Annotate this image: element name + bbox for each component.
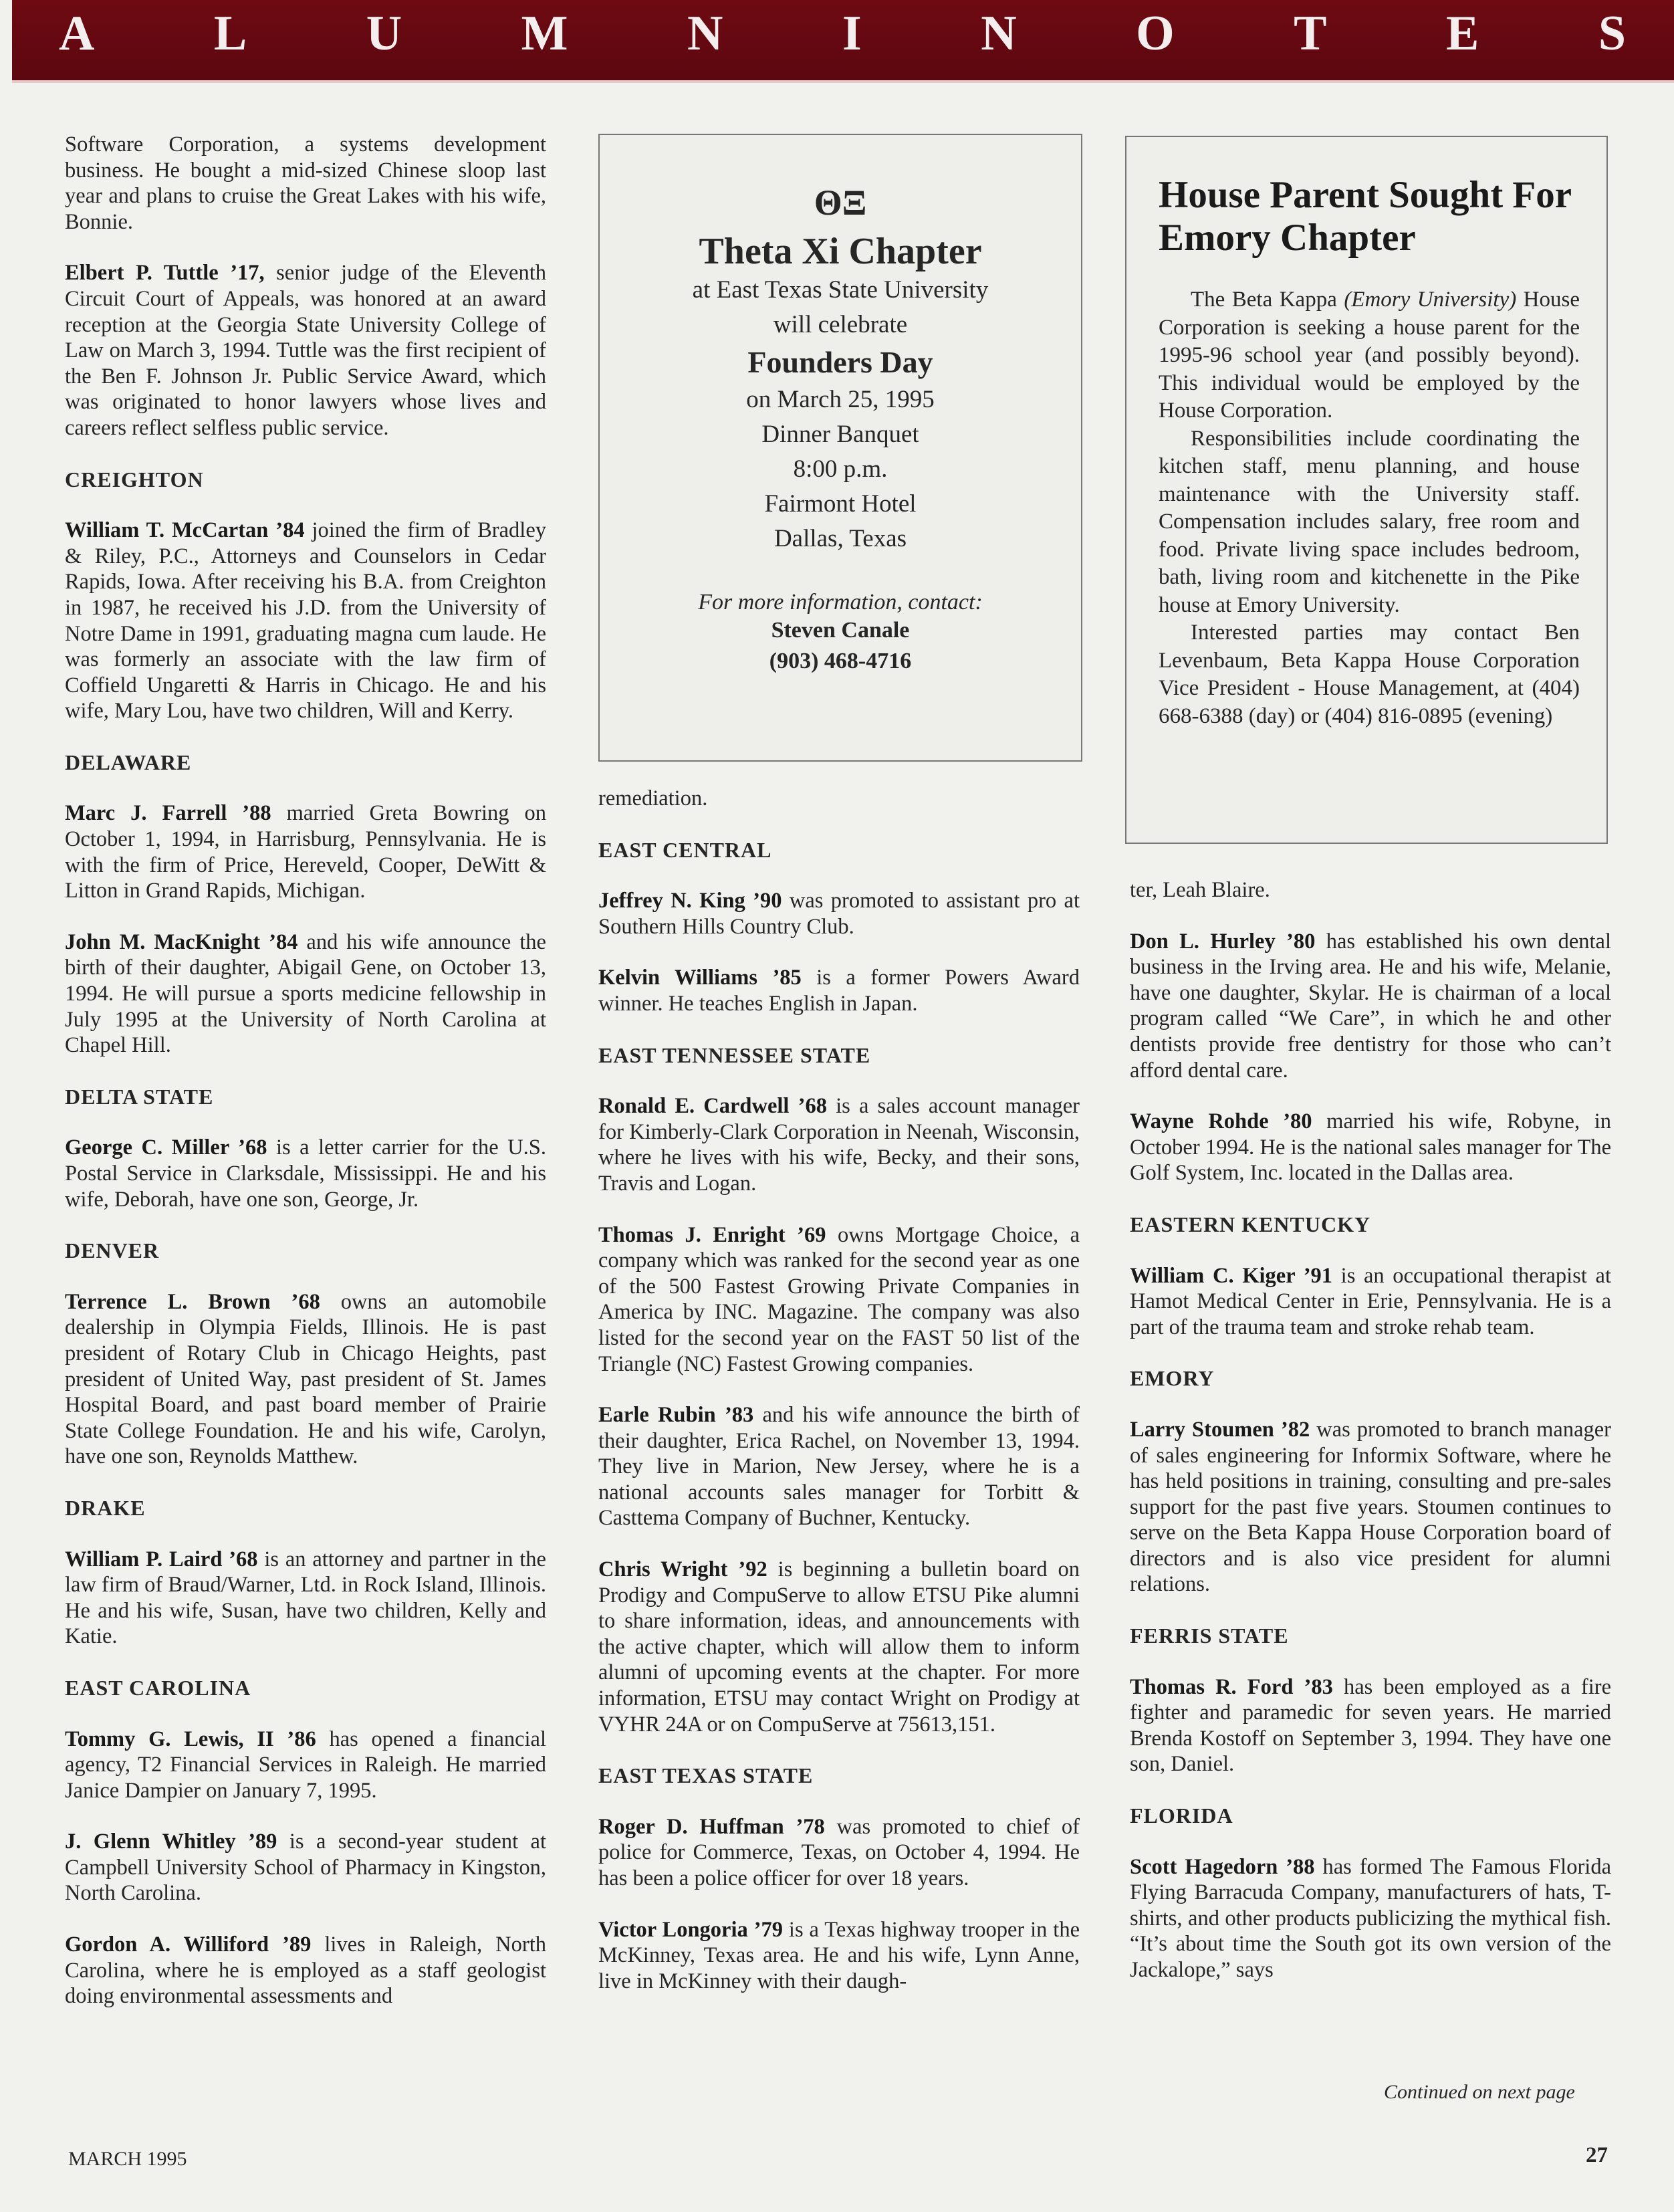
banner-letter: O xyxy=(1136,5,1175,61)
note-text: lives in Raleigh, North Carolina, where he is employed as a staff geologist doing environmental assessments and xyxy=(65,1932,547,2009)
alumni-note xyxy=(598,1093,1080,1196)
issue-date: MARCH 1995 xyxy=(68,2148,187,2170)
text: Interested parties may contact Ben Levenbaum, Beta Kappa House Corporation Vice President - House Management, at (404) 668-6388 (day) or (404) 816-0895 (evening) xyxy=(1159,621,1580,728)
greek-letters-logo: ΘΞ xyxy=(814,183,867,223)
section-heading: EASTERN KENTUCKY xyxy=(1130,1212,1371,1236)
banner-letter: E xyxy=(1445,5,1479,61)
alumni-note xyxy=(65,929,546,1059)
note-text: owns Mortgage Choice, a company which was ranked for the second year as one of the 500 Fastest Growing Private Companies in America by INC. Magazine. The company was also listed for the second year on the FAST 50 list of the Triangle (NC) Fastest Growing companies. xyxy=(598,1222,1080,1376)
alumni-note xyxy=(598,786,1080,812)
ad-line: will celebrate xyxy=(773,311,908,338)
banner-letter: L xyxy=(213,5,247,61)
note-text: joined the firm of Bradley & Riley, P.C., Attorneys and Counselors in Cedar Rapids, Iowa. After receiving his B.A. from Creighton in 1987, he received his J.D. from the University of Notre Dame in 1991, graduating magna cum laude. He was formerly an associate with the law firm of Coffield Ungaretti & Harris in Chicago. He and his wife, Mary Lou, have two children, Will and Kerry. xyxy=(65,518,546,724)
alumni-note xyxy=(598,1402,1080,1531)
alumnus-name: Victor Longoria ’79 xyxy=(598,1917,783,1942)
text: Responsibilities include coordinating the kitchen staff, menu planning, and house maintenance with the University staff. Compensation includes salary, free room and food. Private living space includes bedroom, bath, living room and kitchenette in the Pike house at Emory University. xyxy=(1159,426,1580,617)
note-text: and his wife announce the birth of their daughter, Erica Rachel, on November 13, 1994. They live in Marion, New Jersey, where he is a national accounts sales manager for Torbitt & Casttema Company of Buchner, Kentucky. xyxy=(598,1403,1080,1531)
alumnus-name: William P. Laird ’68 xyxy=(65,1547,258,1571)
column-2 xyxy=(598,786,1080,2019)
alumnus-name: John M. MacKnight ’84 xyxy=(65,929,298,954)
house-parent-paragraph xyxy=(1159,286,1580,425)
ad-line: at East Texas State University xyxy=(692,276,989,304)
alumni-note xyxy=(65,1829,546,1906)
note-text: has been employed as a fire fighter and paramedic for seven years. He married Brenda Kostoff on September 3, 1994. They have one son, Daniel. xyxy=(1130,1674,1611,1777)
alumni-note xyxy=(1130,877,1611,903)
house-parent-paragraph xyxy=(1159,425,1580,620)
note-text: is an attorney and partner in the law firm of Braud/Warner, Ltd. in Rock Island, Illinois. He and his wife, Susan, have two children, Kelly and Katie. xyxy=(65,1547,546,1649)
alumni-note xyxy=(65,260,546,441)
alumnus-name: Earle Rubin ’83 xyxy=(598,1403,754,1428)
continued-note: Continued on next page xyxy=(1384,2081,1575,2103)
contact-label: For more information, contact: xyxy=(698,590,983,615)
alumni-note xyxy=(1130,929,1611,1084)
note-text: ter, Leah Blaire. xyxy=(1130,878,1270,902)
note-text: remediation. xyxy=(598,786,708,810)
text: The Beta Kappa xyxy=(1191,288,1344,312)
alumni-note xyxy=(65,518,546,724)
alumnus-name: Thomas R. Ford ’83 xyxy=(1130,1674,1333,1699)
section-heading: FERRIS STATE xyxy=(1130,1624,1289,1648)
alumni-note xyxy=(65,1135,546,1212)
section-heading: EAST TEXAS STATE xyxy=(598,1763,814,1788)
text: House Corporation is seeking a house parent for the 1995-96 school year (and possibly beyond). This individual would be employed by the House Corporation. xyxy=(1159,288,1580,423)
alumni-note xyxy=(598,965,1080,1016)
note-text: married Greta Bowring on October 1, 1994, in Harrisburg, Pennsylvania. He is with the firm of Price, Hereveld, Cooper, DeWitt & Litton in Grand Rapids, Michigan. xyxy=(65,801,546,903)
alumni-note xyxy=(1130,1109,1611,1186)
alumnus-name: Ronald E. Cardwell ’68 xyxy=(598,1094,827,1119)
section-heading: EMORY xyxy=(1130,1366,1215,1391)
alumnus-name: Kelvin Williams ’85 xyxy=(598,966,802,990)
banner-title xyxy=(12,0,1674,67)
house-parent-box xyxy=(1125,136,1608,844)
note-text: senior judge of the Eleventh Circuit Court of Appeals, was honored at an award reception at the Georgia State University College of Law on March 3, 1994. Tuttle was the first recipient of the Ben F. Johnson Jr. Public Service Award, which was originated to honor lawyers whose lives and careers reflect selfless public service. xyxy=(65,261,546,440)
banner-letter: A xyxy=(59,5,95,61)
note-text: is a former Powers Award winner. He teaches English in Japan. xyxy=(598,966,1080,1016)
alumnus-name: Chris Wright ’92 xyxy=(598,1557,767,1582)
banner-letter: N xyxy=(687,5,723,61)
ad-line: 8:00 p.m. xyxy=(793,455,888,483)
banner-letter: U xyxy=(366,5,402,61)
note-text: has established his own dental business in the Irving area. He and his wife, Melanie, have one daughter, Skylar. He is chairman of a local program called “We Care”, in which he and other dentists provide free dentistry for those who can’t afford dental care. xyxy=(1130,929,1612,1083)
note-text: is a letter carrier for the U.S. Postal Service in Clarksdale, Mississippi. He and his wife, Deborah, have one son, George, Jr. xyxy=(65,1135,546,1212)
note-text: is a sales account manager for Kimberly-Clark Corporation in Neenah, Wisconsin, where he lives with his wife, Becky, and their sons, Travis and Logan. xyxy=(598,1094,1080,1196)
alumnus-name: Gordon A. Williford ’89 xyxy=(65,1932,312,1957)
note-text: married his wife, Robyne, in October 1994. He is the national sales manager for The Golf System, Inc. located in the Dallas area. xyxy=(1130,1109,1611,1186)
alumni-note xyxy=(65,1727,546,1804)
contact-name: Steven Canale xyxy=(771,618,910,643)
banner-letter: N xyxy=(981,5,1017,61)
alumni-note xyxy=(1130,1674,1611,1777)
ad-line: Dinner Banquet xyxy=(761,421,919,448)
note-text: is a Texas highway trooper in the McKinney, Texas area. He and his wife, Lynn Anne, live in McKinney with their daugh- xyxy=(598,1917,1080,1993)
alumnus-name: Larry Stoumen ’82 xyxy=(1130,1417,1310,1442)
ad-title: Theta Xi Chapter xyxy=(699,231,982,272)
section-heading: CREIGHTON xyxy=(65,467,204,491)
alumni-note xyxy=(1130,1417,1611,1597)
theta-xi-founders-day-ad xyxy=(598,134,1082,762)
section-heading: DRAKE xyxy=(65,1495,146,1520)
note-text: has opened a financial agency, T2 Financial Services in Raleigh. He married Janice Dampier on January 7, 1995. xyxy=(65,1727,546,1803)
alumni-note xyxy=(65,1932,546,2009)
alumni-note xyxy=(1130,1263,1611,1341)
note-text: owns an automobile dealership in Olympia Fields, Illinois. He is past president of Rotary Club in Chicago Heights, past president of United Way, past president of St. James Hospital Board, and past board member of Prairie State College Foundation. He and his wife, Carolyn, have one son, Reynolds Matthew. xyxy=(65,1289,546,1469)
note-text: and his wife announce the birth of their daughter, Abigail Gene, on October 13, 1994. He will pursue a sports medicine fellowship in July 1995 at the University of North Carolina at Chapel Hill. xyxy=(65,929,546,1058)
ad-line: Fairmont Hotel xyxy=(764,490,917,518)
alumnus-name: William C. Kiger ’91 xyxy=(1130,1263,1333,1288)
section-heading: EAST TENNESSEE STATE xyxy=(598,1042,871,1067)
alumnus-name: Elbert P. Tuttle ’17, xyxy=(65,261,265,286)
ad-event: Founders Day xyxy=(747,345,933,379)
note-text: Software Corporation, a systems development business. He bought a mid-sized Chinese sloop last year and plans to cruise the Great Lakes with his wife, Bonnie. xyxy=(65,132,546,234)
alumni-note xyxy=(65,1289,546,1470)
ad-line: on March 25, 1995 xyxy=(746,386,935,413)
contact-phone: (903) 468-4716 xyxy=(769,649,912,673)
section-heading: DELTA STATE xyxy=(65,1084,214,1109)
page-number: 27 xyxy=(1586,2143,1608,2167)
section-heading: DENVER xyxy=(65,1238,160,1263)
alumnus-name: Scott Hagedorn ’88 xyxy=(1130,1854,1315,1879)
alumni-note xyxy=(598,888,1080,939)
note-text: is a second-year student at Campbell University School of Pharmacy in Kingston, North Carolina. xyxy=(65,1830,546,1906)
alumni-note xyxy=(598,1557,1080,1737)
column-3 xyxy=(1130,877,1611,2009)
section-banner xyxy=(12,0,1674,83)
note-text: was promoted to assistant pro at Southern Hills Country Club. xyxy=(598,889,1080,939)
text-italic: (Emory University) xyxy=(1344,288,1517,312)
alumni-note xyxy=(1130,1854,1611,1983)
note-text: is beginning a bulletin board on Prodigy and CompuServe to allow ETSU Pike alumni to share information, ideas, and announcements with the active chapter, which will allow them to inform alumni of upcoming events at the chapter. For more information, ETSU may contact Wright on Prodigy at VYHR 24A or on CompuServe at 75613,151. xyxy=(598,1557,1080,1737)
house-parent-title: House Parent Sought For Emory Chapter xyxy=(1159,174,1572,259)
section-heading: EAST CENTRAL xyxy=(598,837,772,862)
alumni-note xyxy=(65,1547,546,1650)
alumni-note xyxy=(598,1917,1080,1995)
section-heading: EAST CAROLINA xyxy=(65,1675,251,1700)
note-text: has formed The Famous Florida Flying Barracuda Company, manufacturers of hats, T-shirts, and other products publicizing the mythical fish. “It’s about time the South got its own version of the Jackalope,” says xyxy=(1130,1854,1611,1982)
alumnus-name: Marc J. Farrell ’88 xyxy=(65,801,271,826)
note-text: was promoted to branch manager of sales engineering for Informix Software, where he has held positions in training, consulting and pre-sales support for the past five years. Stoumen continues to serve on the Beta Kappa House Corporation board of directors and is also vice president for alumni relations. xyxy=(1130,1417,1611,1597)
alumnus-name: Jeffrey N. King ’90 xyxy=(598,889,782,913)
alumnus-name: Wayne Rohde ’80 xyxy=(1130,1109,1312,1134)
alumnus-name: William T. McCartan ’84 xyxy=(65,518,305,543)
alumni-note xyxy=(65,800,546,903)
alumni-note xyxy=(598,1222,1080,1377)
alumni-note xyxy=(65,132,546,235)
alumnus-name: Terrence L. Brown ’68 xyxy=(65,1289,320,1314)
house-parent-paragraph xyxy=(1159,619,1580,730)
alumni-note xyxy=(598,1814,1080,1892)
note-text: was promoted to chief of police for Commerce, Texas, on October 4, 1994. He has been a police officer for over 18 years. xyxy=(598,1814,1080,1890)
alumnus-name: Tommy G. Lewis, II ’86 xyxy=(65,1727,316,1751)
banner-letter: I xyxy=(842,5,862,61)
alumnus-name: Roger D. Huffman ’78 xyxy=(598,1814,825,1839)
alumnus-name: Thomas J. Enright ’69 xyxy=(598,1222,826,1247)
alumnus-name: J. Glenn Whitley ’89 xyxy=(65,1830,277,1854)
ad-line: Dallas, Texas xyxy=(773,525,907,552)
section-heading: FLORIDA xyxy=(1130,1803,1233,1828)
note-text: is an occupational therapist at Hamot Medical Center in Erie, Pennsylvania. He is a part of the trauma team and stroke rehab team. xyxy=(1130,1263,1611,1339)
section-heading: DELAWARE xyxy=(65,750,192,774)
column-1 xyxy=(65,132,546,2035)
alumnus-name: Don L. Hurley ’80 xyxy=(1130,929,1316,954)
banner-letter: S xyxy=(1598,5,1626,61)
banner-letter: T xyxy=(1294,5,1327,61)
alumnus-name: George C. Miller ’68 xyxy=(65,1135,267,1160)
banner-letter: M xyxy=(521,5,568,61)
